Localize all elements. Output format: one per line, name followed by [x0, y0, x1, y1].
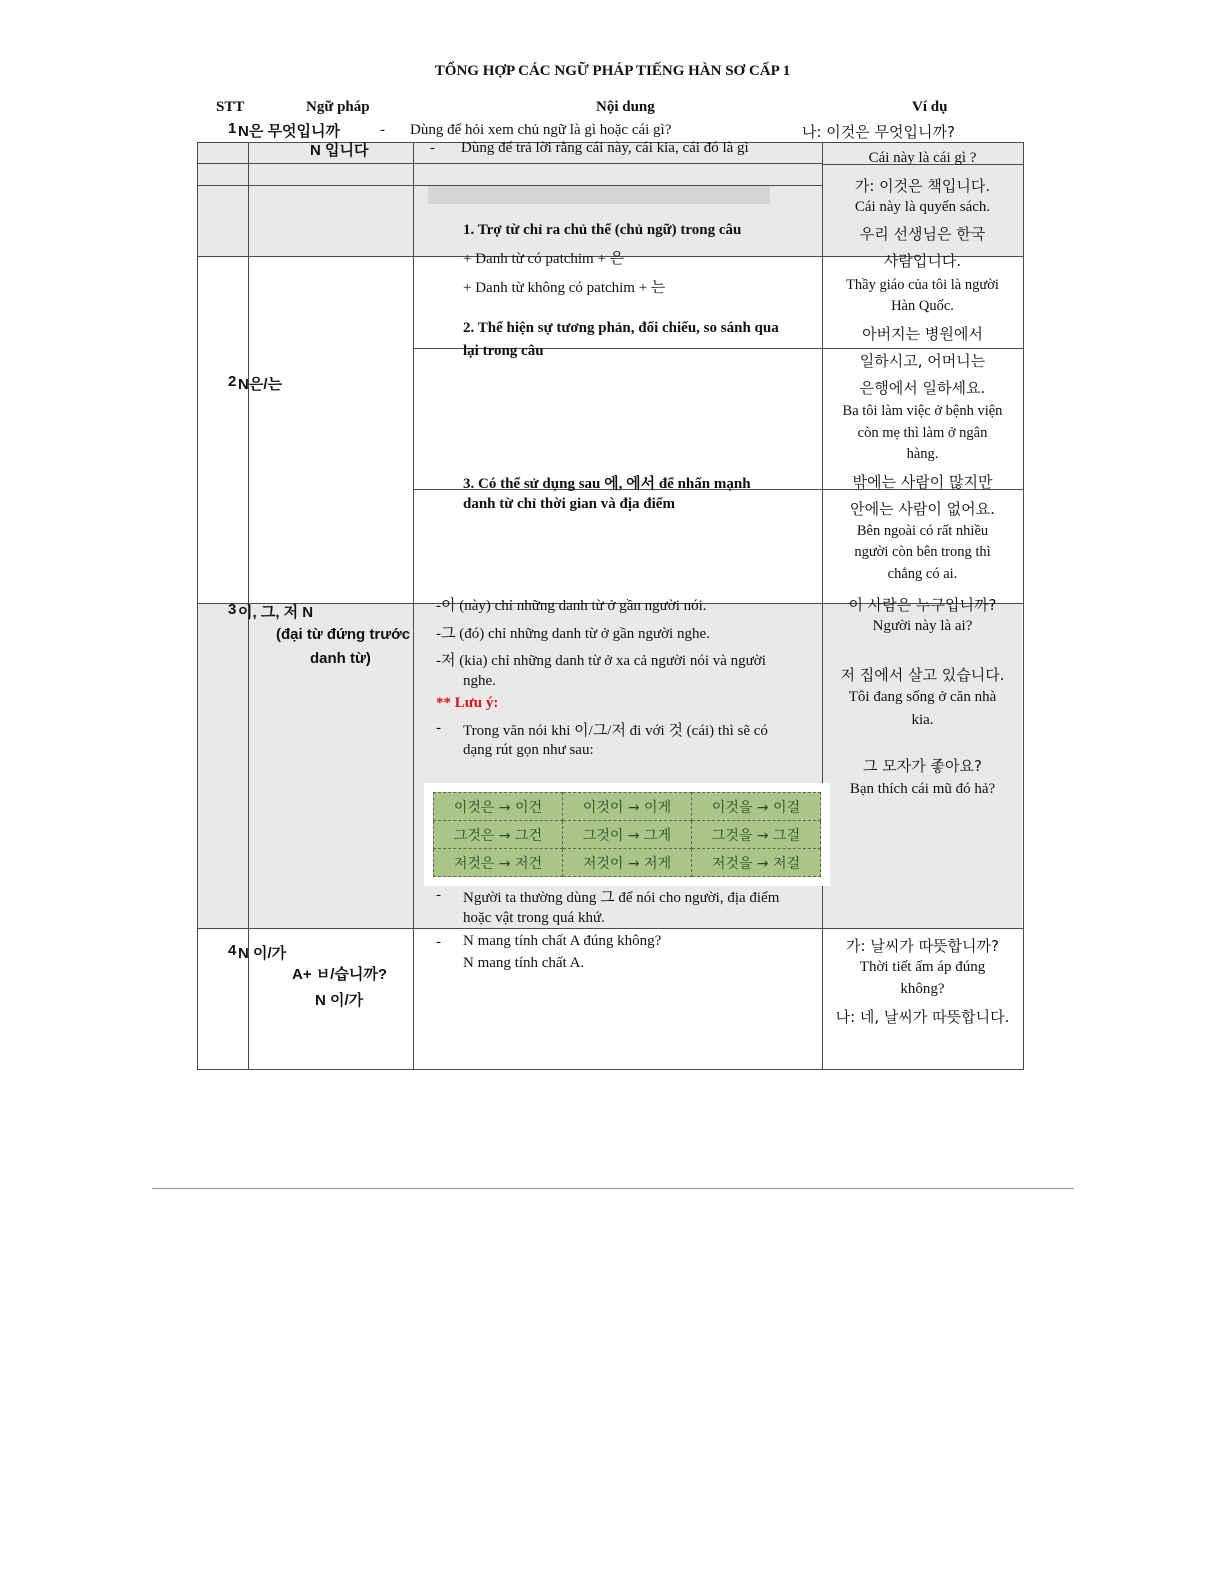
row1-example: 가: 이것은 책입니다. [854, 177, 991, 195]
row4-dash: - [436, 934, 441, 950]
row2-point2-title: 2. Thể hiện sự tương phản, đối chiếu, so sánh qua [463, 320, 779, 336]
page-title: TỔNG HỢP CÁC NGỮ PHÁP TIẾNG HÀN SƠ CẤP 1 [434, 63, 791, 79]
table-border-bottom [197, 1069, 1024, 1070]
row3-content-4: Trong văn nói khi 이/그/저 đi với 것 (cái) thì sẽ có [463, 723, 768, 739]
row2-example: Hàn Quốc. [891, 298, 954, 314]
row4-example: 나: 네, 날씨가 따뜻합니다. [835, 1008, 1010, 1026]
header-stt: STT [216, 99, 245, 115]
row1-example: Cái này là cái gì ? [868, 150, 977, 166]
header-example: Ví dụ [912, 99, 948, 115]
row4-content-2: N mang tính chất A. [463, 955, 585, 971]
table-row [434, 849, 821, 877]
row3-note: ** Lưu ý: [436, 695, 499, 711]
contraction-table [433, 792, 821, 877]
row3-content-3: -저 (kia) chỉ những danh từ ở xa cả người nói và người [436, 653, 766, 669]
row2-example: 일하시고, 어머니는 [859, 352, 986, 370]
row3-example: 이 사람은 누구입니까? [848, 596, 997, 614]
row3-stt: 3 [228, 601, 237, 618]
table-cell: 저것이 → 저게 [563, 849, 692, 877]
row3-content-5: Người ta thường dùng 그 để nói cho người, địa điểm [463, 890, 780, 906]
row4-example: không? [900, 981, 945, 997]
row3-example: Tôi đang sống ở căn nhà [848, 689, 997, 705]
page-divider [152, 1188, 1074, 1189]
row1-stt: 1 [228, 120, 237, 137]
row4-stt: 4 [228, 942, 237, 959]
row1-content-1: Dùng để hỏi xem chủ ngữ là gì hoặc cái gì? [410, 122, 672, 138]
table-cell: 이것은 → 이건 [434, 793, 563, 821]
row3-content-4b: dạng rút gọn như sau: [463, 742, 594, 758]
row3-content-1: -이 (này) chỉ những danh từ ở gần người nói. [436, 598, 707, 614]
gray-block [428, 186, 770, 204]
row3-grammar-3: danh từ) [310, 650, 371, 667]
row1-grammar-2: N 입니다 [310, 142, 369, 159]
row2-example: Thầy giáo của tôi là người [846, 277, 999, 293]
row2-example: còn mẹ thì làm ở ngân [857, 425, 988, 441]
table-cell: 이것이 → 이게 [563, 793, 692, 821]
row2-example: 안에는 사람이 없어요. [850, 500, 995, 518]
header-content: Nội dung [596, 99, 655, 115]
row2-example: Bên ngoài có rất nhiều [856, 523, 989, 539]
row3-dash: - [436, 720, 441, 736]
table-cell: 그것을 → 그걸 [692, 821, 821, 849]
row3-dash-2: - [436, 887, 441, 903]
row4-grammar-2: A+ ㅂ/습니까? [292, 966, 388, 983]
table-cell: 그것은 → 그건 [434, 821, 563, 849]
row2-point3-title: 3. Có thể sử dụng sau 에, 에서 để nhấn mạnh [463, 476, 751, 492]
row3-grammar: 이, 그, 저 N [238, 604, 314, 621]
row1-example: Cái này là quyển sách. [854, 199, 991, 215]
grid-line [197, 185, 822, 186]
row3-content-3b: nghe. [463, 673, 496, 689]
table-cell: 그것이 → 그게 [563, 821, 692, 849]
row2-point1-title: 1. Trợ từ chỉ ra chủ thể (chủ ngữ) trong câu [463, 222, 742, 238]
row1-content-2: Dùng để trả lời rằng cái này, cái kia, cái đó là gì [461, 140, 749, 156]
row2-example: 우리 선생님은 한국 [859, 225, 986, 243]
row4-grammar: N 이/가 [238, 945, 287, 962]
row1-example: 나: 이것은 무엇입니까? [802, 123, 955, 141]
row1-dash: - [380, 122, 385, 138]
row3-example: Người này là ai? [872, 618, 973, 634]
row2-example: người còn bên trong thì [854, 544, 991, 560]
row2-point2-title-b: lại trong câu [463, 343, 544, 359]
table-cell: 저것은 → 저건 [434, 849, 563, 877]
table-row [434, 793, 821, 821]
row3-example: Bạn thích cái mũ đó hả? [849, 781, 996, 797]
row4-content-1: N mang tính chất A đúng không? [463, 933, 662, 949]
row4-grammar-3: N 이/가 [315, 992, 364, 1009]
row2-example: 아버지는 병원에서 [862, 325, 983, 343]
row3-example: 그 모자가 좋아요? [863, 757, 982, 775]
row2-example: hàng. [906, 446, 939, 462]
row2-example: Ba tôi làm việc ở bệnh viện [842, 403, 1003, 419]
table-cell: 저것을 → 저걸 [692, 849, 821, 877]
row3-content-5b: hoặc vật trong quá khứ. [463, 910, 605, 926]
grid-vline [413, 142, 414, 1070]
row1-dash-2: - [430, 140, 435, 156]
row2-point1-b: + Danh từ không có patchim + 는 [463, 280, 666, 296]
row2-example: 은행에서 일하세요. [859, 379, 986, 397]
row2-example: 사람입니다. [883, 252, 962, 270]
row2-example: chẳng có ai. [887, 566, 958, 582]
row2-point3-title-b: danh từ chỉ thời gian và địa điểm [463, 496, 675, 512]
table-cell: 이것을 → 이걸 [692, 793, 821, 821]
row2-point1-a: + Danh từ có patchim + 은 [463, 251, 625, 267]
row3-content-2: -그 (đó) chỉ những danh từ ở gần người nghe. [436, 626, 710, 642]
row2-example: 밖에는 사람이 많지만 [852, 473, 993, 491]
grid-vline [1023, 142, 1024, 1070]
row4-example: Thời tiết ấm áp đúng [859, 959, 986, 975]
grid-line [197, 928, 1024, 929]
table-row [434, 821, 821, 849]
grid-line [197, 163, 822, 164]
row4-example: 가: 날씨가 따뜻합니까? [846, 937, 999, 955]
row2-stt: 2 [228, 373, 237, 390]
header-grammar: Ngữ pháp [306, 99, 370, 115]
row1-grammar: N은 무엇입니까 [238, 123, 340, 140]
grid-vline [197, 142, 198, 1070]
row2-grammar: N은/는 [238, 376, 282, 393]
row3-example: kia. [911, 712, 934, 728]
row3-example: 저 집에서 살고 있습니다. [840, 666, 1005, 684]
row3-grammar-2: (đại từ đứng trước [276, 626, 411, 643]
